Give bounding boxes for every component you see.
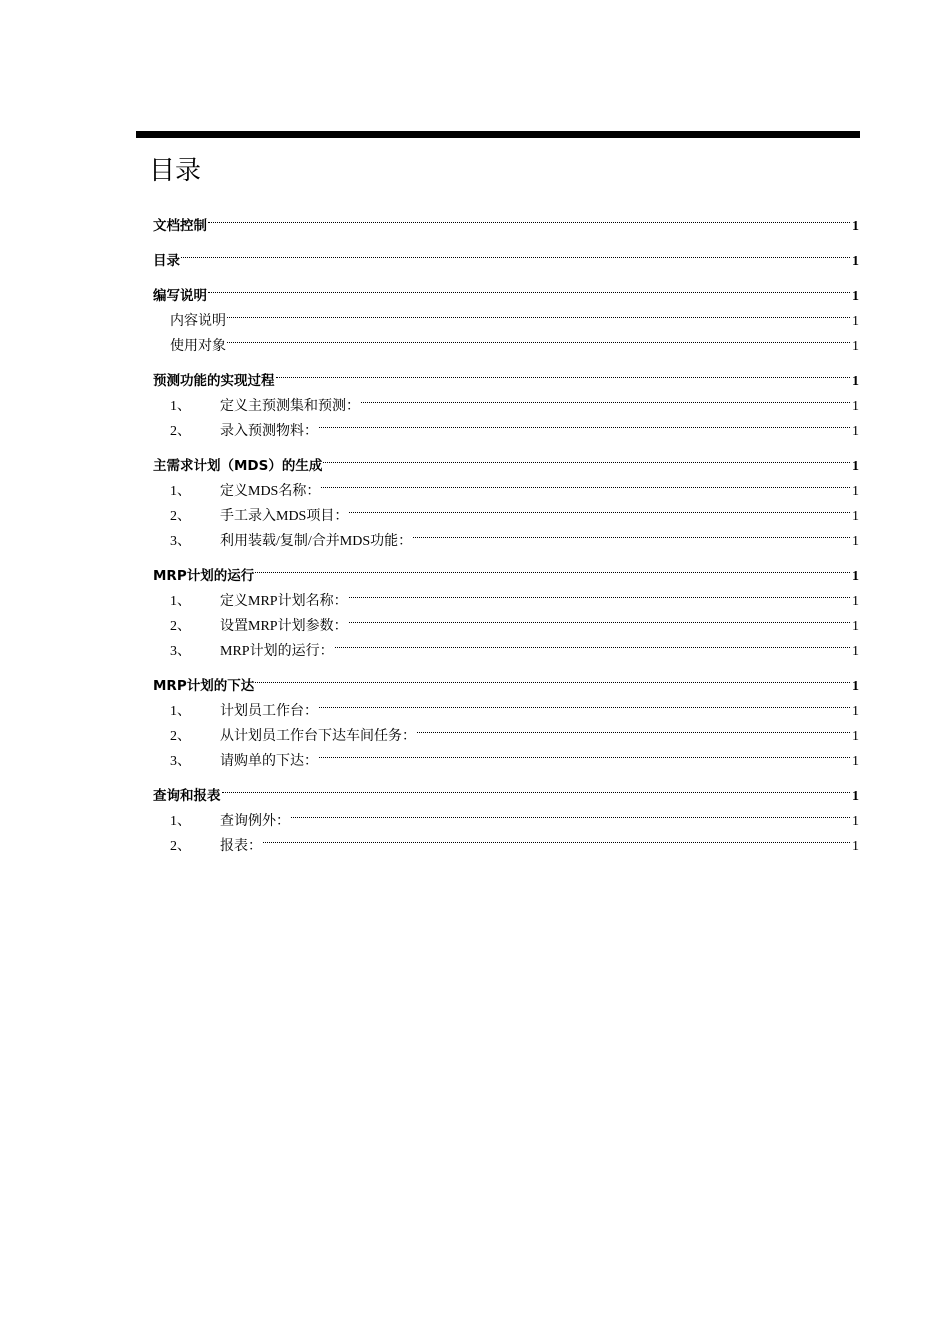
toc-entry-label: 请购单的下达： [220, 754, 318, 769]
toc-dot-leader [413, 520, 850, 545]
toc-entry-label: 定义MDS名称： [220, 484, 321, 499]
toc-title: 目录 [149, 156, 202, 186]
toc-entry-number: 2、 [170, 729, 191, 744]
toc-entry-label: 编写说明 [153, 288, 207, 304]
toc-entry-number: 2、 [170, 424, 191, 439]
toc-dot-leader [321, 470, 850, 495]
toc-dot-leader [323, 445, 850, 470]
toc-dot-leader [227, 325, 850, 350]
toc-entry-label: 录入预测物料： [220, 424, 318, 439]
toc-entry-number: 1、 [170, 814, 191, 829]
toc-page-number: 1 [852, 289, 859, 304]
toc-page-number: 1 [852, 704, 859, 719]
toc-dot-leader [349, 580, 850, 605]
toc-entry-number: 3、 [170, 534, 191, 549]
toc-dot-leader [227, 300, 850, 325]
table-of-contents [153, 205, 859, 854]
toc-entry-label: 查询和报表 [153, 788, 221, 804]
toc-page-number: 1 [852, 789, 859, 804]
toc-entry-number: 1、 [170, 399, 191, 414]
toc-page-number: 1 [852, 484, 859, 499]
toc-entry-label: 查询例外： [220, 814, 290, 829]
toc-dot-leader [255, 555, 850, 580]
toc-page-number: 1 [852, 814, 859, 829]
toc-heading-entry[interactable] [153, 205, 859, 234]
toc-page-number: 1 [852, 509, 859, 524]
toc-dot-leader [222, 775, 851, 800]
toc-dot-leader [208, 205, 850, 230]
toc-subentry[interactable] [153, 300, 859, 329]
toc-entry-label: 设置MRP计划参数： [220, 619, 348, 634]
toc-page-number: 1 [852, 424, 859, 439]
toc-entry-label: MRP计划的下达 [153, 678, 255, 694]
toc-page-number: 1 [852, 619, 859, 634]
toc-page-number: 1 [852, 219, 859, 234]
toc-entry-label: 报表： [220, 839, 262, 854]
toc-dot-leader [319, 690, 850, 715]
toc-entry-number: 2、 [170, 509, 191, 524]
toc-entry-label: 内容说明 [170, 314, 226, 329]
toc-entry-label: 目录 [153, 253, 180, 269]
toc-dot-leader [349, 495, 850, 520]
toc-entry-number: 1、 [170, 594, 191, 609]
toc-page-number: 1 [852, 339, 859, 354]
toc-entry-label: 利用装载/复制/合并MDS功能： [220, 534, 413, 549]
toc-heading-entry[interactable] [153, 275, 859, 304]
toc-page-number: 1 [852, 534, 859, 549]
toc-entry-label: 使用对象 [170, 339, 226, 354]
toc-entry-number: 1、 [170, 704, 191, 719]
toc-entry-label: 预测功能的实现过程 [153, 373, 275, 389]
toc-page-number: 1 [852, 569, 859, 584]
toc-page-number: 1 [852, 374, 859, 389]
toc-entry-number: 3、 [170, 644, 191, 659]
toc-page-number: 1 [852, 399, 859, 414]
toc-dot-leader [276, 360, 851, 385]
toc-entry-number: 1、 [170, 484, 191, 499]
toc-subentry[interactable] [153, 580, 859, 609]
toc-heading-entry[interactable] [153, 240, 859, 269]
toc-dot-leader [208, 275, 850, 300]
toc-entry-number: 2、 [170, 839, 191, 854]
toc-page-number: 1 [852, 314, 859, 329]
toc-dot-leader [319, 740, 850, 765]
toc-page-number: 1 [852, 644, 859, 659]
toc-heading-entry[interactable] [153, 775, 859, 804]
toc-entry-label: 手工录入MDS项目： [220, 509, 349, 524]
toc-heading-entry[interactable] [153, 555, 859, 584]
toc-page-number: 1 [852, 459, 859, 474]
toc-entry-label: 定义MRP计划名称： [220, 594, 348, 609]
toc-entry-label: 定义主预测集和预测： [220, 399, 360, 414]
toc-entry-label: 文档控制 [153, 218, 207, 234]
toc-entry-label: 计划员工作台： [220, 704, 318, 719]
toc-page-number: 1 [852, 254, 859, 269]
toc-dot-leader [255, 665, 850, 690]
toc-heading-entry[interactable] [153, 665, 859, 694]
toc-subentry[interactable] [153, 325, 859, 354]
toc-page-number: 1 [852, 839, 859, 854]
toc-entry-number: 2、 [170, 619, 191, 634]
toc-heading-entry[interactable] [153, 445, 859, 474]
toc-dot-leader [319, 410, 850, 435]
toc-entry-label: MRP计划的运行： [220, 644, 334, 659]
toc-page-number: 1 [852, 679, 859, 694]
toc-page-number: 1 [852, 754, 859, 769]
toc-dot-leader [335, 630, 850, 655]
toc-entry-label: 主需求计划（MDS）的生成 [153, 458, 323, 474]
toc-dot-leader [361, 385, 850, 410]
toc-entry-label: 从计划员工作台下达车间任务： [220, 729, 416, 744]
toc-dot-leader [349, 605, 850, 630]
toc-dot-leader [181, 240, 850, 265]
toc-dot-leader [263, 825, 850, 850]
toc-page-number: 1 [852, 729, 859, 744]
header-rule [136, 131, 860, 138]
toc-heading-entry[interactable] [153, 360, 859, 389]
toc-dot-leader [417, 715, 850, 740]
toc-subentry[interactable] [153, 690, 859, 719]
toc-entry-label: MRP计划的运行 [153, 568, 255, 584]
toc-subentry[interactable] [153, 800, 859, 829]
toc-dot-leader [291, 800, 850, 825]
toc-page-number: 1 [852, 594, 859, 609]
toc-entry-number: 3、 [170, 754, 191, 769]
